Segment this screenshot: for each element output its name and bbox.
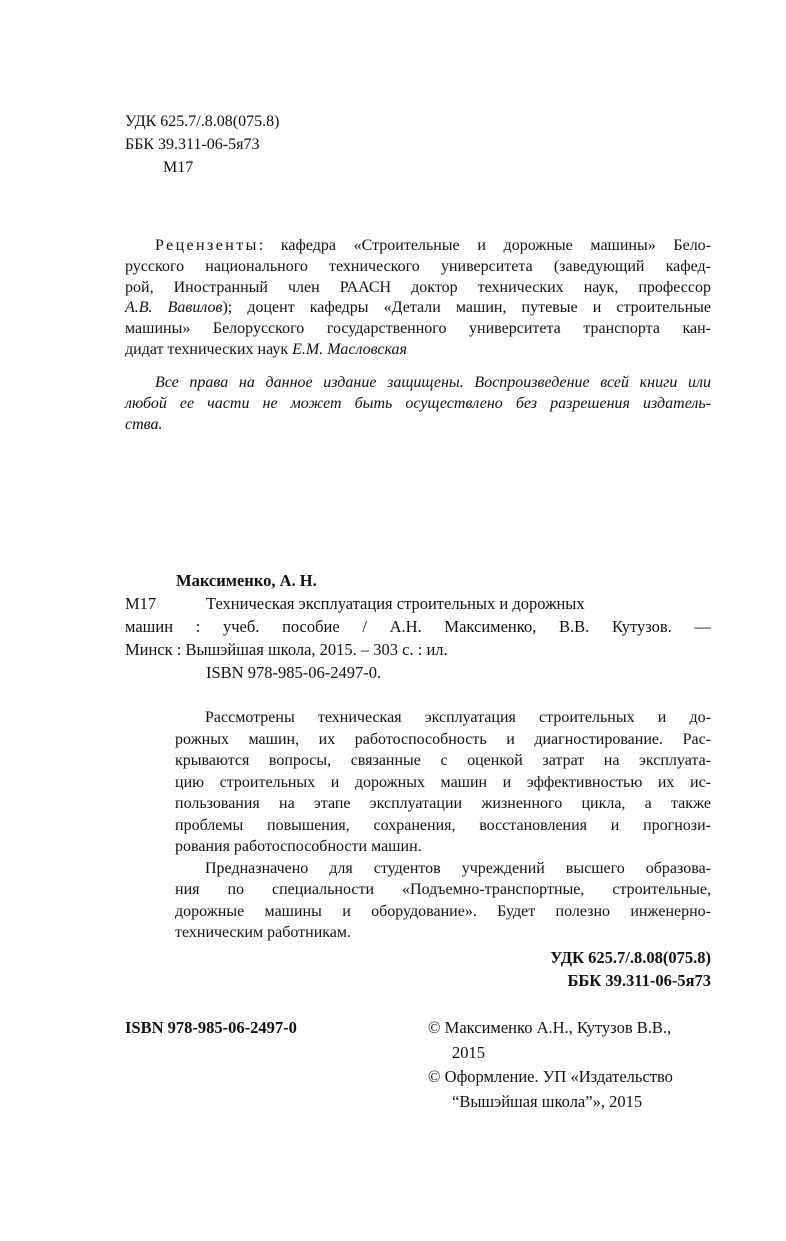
abstract-line: техническим работникам. (175, 924, 352, 941)
copyright-line-2: 2015 (452, 1042, 485, 1062)
rights-notice (125, 373, 711, 435)
abstract-line: рования работоспособности машин. (175, 838, 422, 855)
card-code: М17 (125, 594, 157, 613)
copyright-line-4: “Вышэйшая школа”», 2015 (452, 1091, 643, 1111)
reviewers-line-4: А.В. Вавилов); доцент кафедры «Детали машин, путевые и строительные (125, 299, 711, 317)
card-line-3: Минск : Вышэйшая школа, 2015. – 303 с. : ил. (125, 640, 448, 659)
abstract-line: ния по специальности «Подъемно-транспортные, строительные, (175, 881, 711, 898)
abstract-line: проблемы повышения, сохранения, восстановления и прогнози- (175, 816, 711, 834)
abstract-line: Рассмотрены техническая эксплуатация строительных и до- (205, 709, 711, 726)
card-title-line: М17 Техническая эксплуатация строительных и дорожных (125, 594, 585, 613)
reviewer-name-1: А.В. Вавилов (125, 299, 223, 317)
copyright-block (428, 1016, 673, 1114)
abstract-line: крываются вопросы, связанные с оценкой затрат на эксплуата- (175, 752, 711, 769)
reviewers-label: Рецензенты (155, 237, 259, 254)
udk-code-bold: УДК 625.7/.8.08(075.8) (550, 948, 711, 967)
rights-line-1: Все права на данное издание защищены. Воспроизведение всей книги или (155, 374, 711, 391)
rights-line-3: ства. (125, 415, 163, 433)
card-line-2: машин : учеб. пособие / А.Н. Максименко, В.В. Кутузов. — (125, 617, 711, 636)
copyright-line-1: © Максименко А.Н., Кутузов В.В., (428, 1018, 672, 1037)
abstract-line: пользования на этапе эксплуатации жизненного цикла, а также (175, 795, 711, 812)
classification-codes (425, 946, 711, 992)
reviewers-line-1: Рецензенты: кафедра «Строительные и дорожные машины» Бело- (155, 237, 711, 254)
reviewers-line-2: русского национального технического университета (заведующий кафед- (125, 257, 711, 275)
udk-code: УДК 625.7/.8.08(075.8) (125, 113, 280, 130)
author-mark: М17 (163, 159, 194, 176)
abstract-line: дорожные машины и оборудование». Будет полезно инженерно- (175, 902, 711, 920)
bibliographic-card (125, 569, 711, 684)
card-isbn: ISBN 978-985-06-2497-0. (206, 663, 382, 682)
rights-line-2: любой ее части не может быть осуществлено без разрешения издатель- (125, 394, 711, 412)
reviewers-line-3: рой, Иностранный член РААСН доктор технических наук, профессор (125, 278, 711, 296)
reviewers-line-5: машины» Белорусского государственного университета транспорта кан- (125, 320, 711, 338)
header-codes (125, 110, 279, 179)
abstract-line: Предназначено для студентов учреждений высшего образова- (205, 859, 711, 877)
isbn: ISBN 978-985-06-2497-0 (125, 1018, 297, 1037)
copyright-line-3: © Оформление. УП «Издательство (428, 1067, 673, 1086)
reviewer-name-2: Е.М. Масловская (292, 340, 407, 358)
card-author: Максименко, А. Н. (176, 571, 317, 590)
reviewers-line-6: дидат технических наук Е.М. Масловская (125, 340, 407, 358)
bbk-code: ББК 39.311-06-5я73 (125, 136, 260, 153)
abstract-line: рожных машин, их работоспособность и диагностирование. Рас- (175, 730, 711, 748)
reviewers-block (125, 236, 711, 361)
abstract (175, 707, 711, 944)
bbk-code-bold: ББК 39.311-06-5я73 (567, 971, 711, 990)
abstract-line: цию строительных и дорожных машин и эффективностью их ис- (175, 773, 711, 791)
